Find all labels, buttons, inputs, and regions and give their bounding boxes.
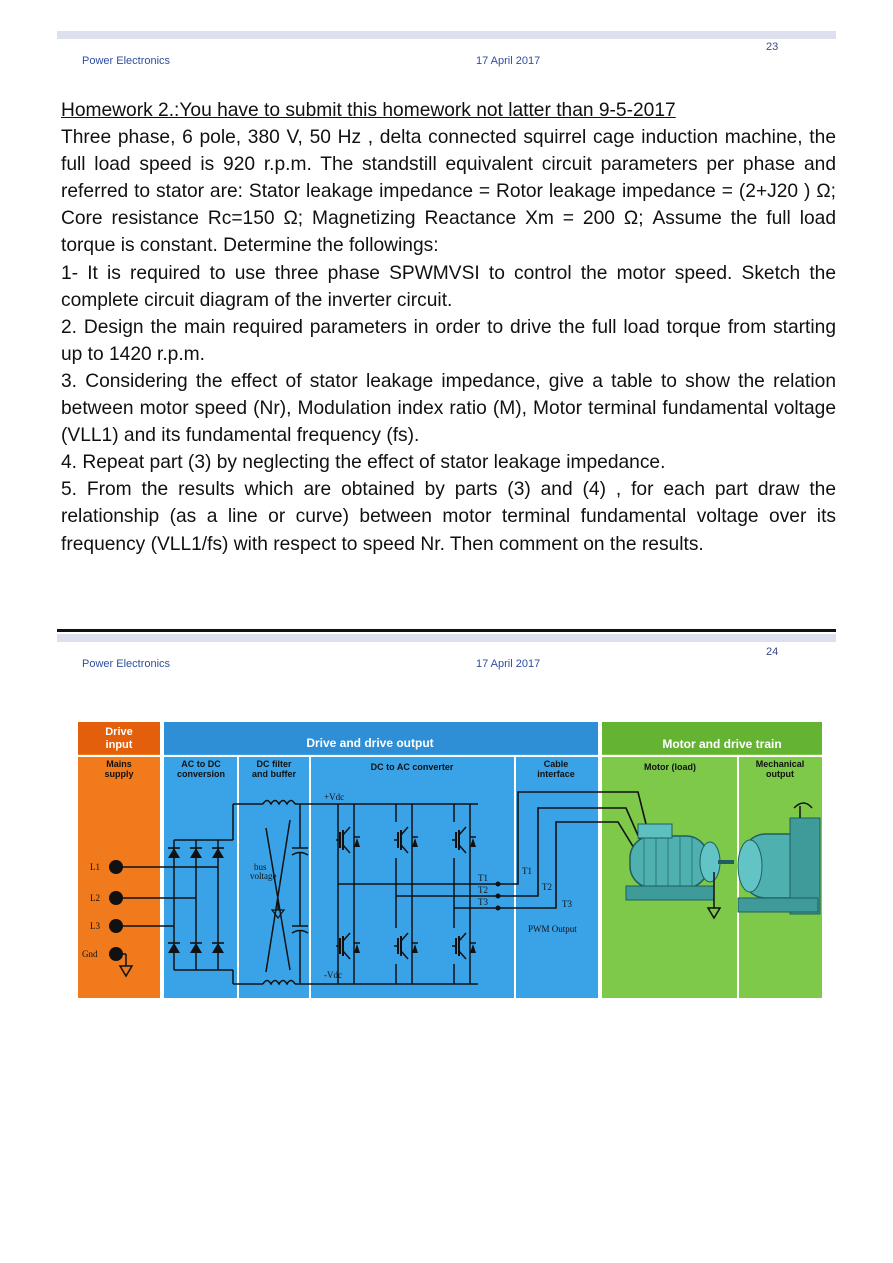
- homework-item-5: 5. From the results which are obtained by parts (3) and (4) , for each part draw the relationship (as a line or curve) between motor terminal fundamental voltage over its frequency (VLL1/fs) with respect to speed Nr. Then comment on the results.: [61, 479, 836, 555]
- col-ac-dc-1: AC to DC: [181, 759, 221, 769]
- phase-t3-outer: T3: [562, 899, 572, 909]
- col-motor: Motor (load): [644, 762, 696, 772]
- motor-train-header: Motor and drive train: [662, 737, 782, 751]
- phase-t1-outer: T1: [522, 866, 532, 876]
- col-dc-ac: DC to AC converter: [370, 762, 454, 772]
- col-dc-filter-2: and buffer: [252, 769, 296, 779]
- course-title: Power Electronics: [82, 55, 171, 67]
- col-ac-dc-2: conversion: [176, 769, 226, 779]
- homework-item-1: 1- It is required to use three phase SPWMVSI to control the motor speed. Sketch the complete circuit diagram of the inverter circuit.: [61, 262, 836, 311]
- terminal-label-gnd: Gnd: [82, 949, 98, 959]
- col-cable-2: interface: [537, 769, 575, 779]
- terminal-l3: [109, 919, 123, 933]
- bus-voltage-label-2: voltage: [250, 871, 277, 881]
- bus-voltage-label-1: bus: [254, 862, 267, 872]
- drive-input-header-1: Drive: [105, 726, 133, 738]
- terminal-l1: [109, 860, 123, 874]
- phase-t3-inner: T3: [478, 897, 488, 907]
- slide-date: 17 April 2017: [476, 55, 541, 67]
- plus-vdc-label: +Vdc: [324, 792, 345, 802]
- slide-number: 23: [766, 41, 779, 53]
- minus-vdc-label: -Vdc: [324, 970, 342, 980]
- slide-number: 24: [766, 646, 779, 658]
- phase-t2-inner: T2: [478, 885, 488, 895]
- terminal-l2: [109, 891, 123, 905]
- homework-intro: Three phase, 6 pole, 380 V, 50 Hz , delta connected squirrel cage induction machine, the full load speed is 920 r.p.m. The standstill equivalent circuit parameters per phase and referred to stator are: Stator leakage impedance = Rotor leakage impedance = (2+J20 ) Ω; Core resistance Rc=150 Ω; Magnetizing Reactance Xm = 200 Ω; Assume the full load torque is constant. Determine the followings:: [61, 127, 836, 257]
- col-mech-2: output: [766, 769, 794, 779]
- homework-item-3: 3. Considering the effect of stator leakage impedance, give a table to show the relation between motor speed (Nr), Modulation index ratio (M), Motor terminal fundamental voltage (VLL1) and its fundamental frequency (fs).: [61, 370, 836, 447]
- terminal-label-l2: L2: [90, 893, 100, 903]
- homework-item-4: 4. Repeat part (3) by neglecting the effect of stator leakage impedance.: [61, 452, 666, 474]
- col-mech-1: Mechanical: [755, 759, 805, 769]
- drive-input-header-2: input: [105, 739, 133, 751]
- phase-t2-outer: T2: [542, 882, 552, 892]
- drive-diagram-svg: [78, 722, 822, 998]
- slide-header-band: [57, 634, 836, 642]
- homework-title: Homework 2.:You have to submit this homework not latter than 9-5-2017: [61, 100, 676, 121]
- phase-t1-inner: T1: [478, 873, 488, 883]
- terminal-gnd: [109, 947, 123, 961]
- col-mains-1: Mains: [106, 759, 132, 769]
- terminal-label-l3: L3: [90, 921, 100, 931]
- pwm-output-label: PWM Output: [528, 924, 577, 934]
- slide-date: 17 April 2017: [476, 658, 541, 670]
- page-separator: [57, 629, 836, 632]
- drive-system-diagram: [78, 722, 822, 998]
- homework-text: [61, 97, 836, 558]
- drive-output-header: Drive and drive output: [306, 736, 434, 750]
- homework-item-2: 2. Design the main required parameters in order to drive the full load torque from starting up to 1420 r.p.m.: [61, 316, 836, 365]
- course-title: Power Electronics: [82, 658, 171, 670]
- col-dc-filter-1: DC filter: [256, 759, 292, 769]
- col-cable-1: Cable: [543, 759, 569, 769]
- col-mains-2: supply: [104, 769, 134, 779]
- terminal-label-l1: L1: [90, 862, 100, 872]
- slide-header-band: [57, 31, 836, 39]
